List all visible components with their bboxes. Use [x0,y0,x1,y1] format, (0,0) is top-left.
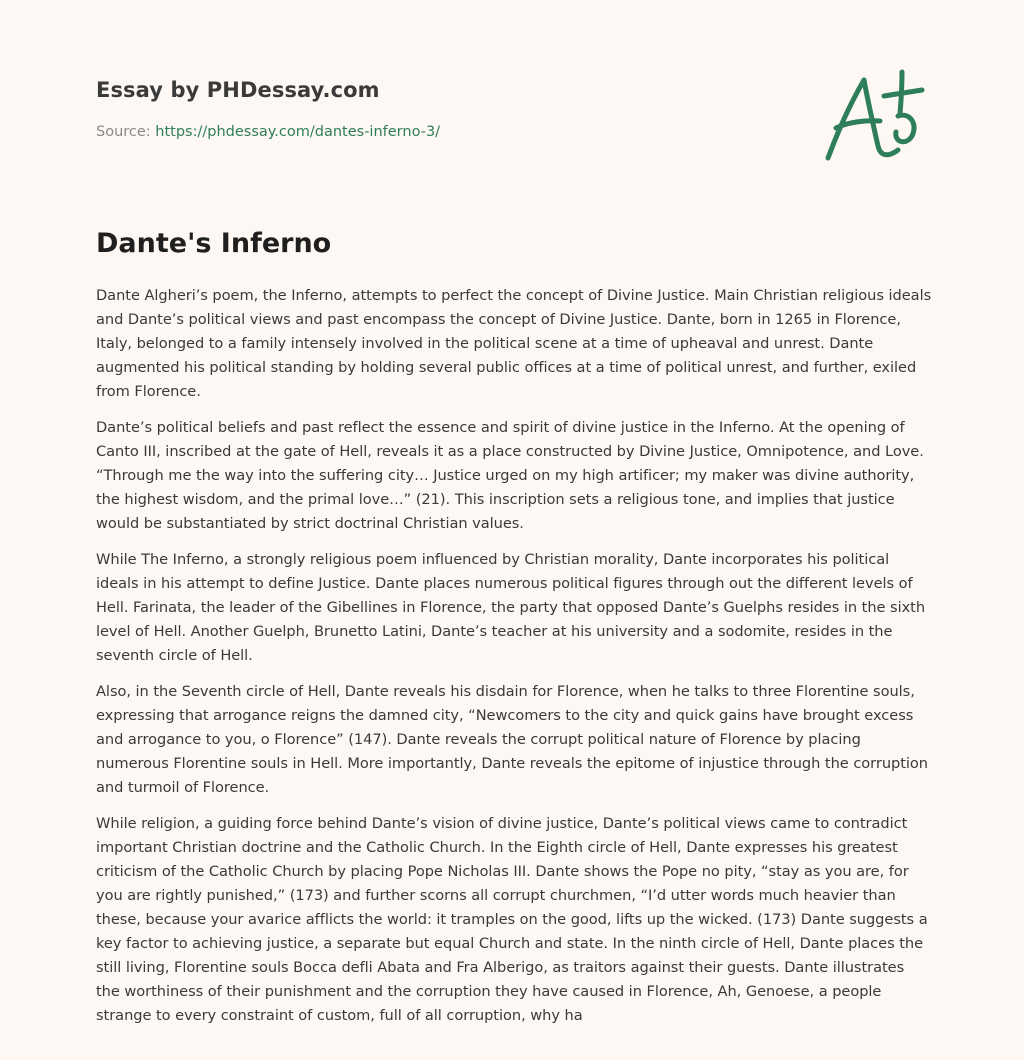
paragraph: While The Inferno, a strongly religious poem influenced by Christian morality, Dante incorporates his political ideals in his attempt to define Justice. Dante places numerous political figures through out the different levels of Hell. Farinata, the leader of the Gibellines in Florence, the party that opposed Dante’s Guelphs resides in the sixth level of Hell. Another Guelph, Brunetto Latini, Dante’s teacher at his university and a sodomite, resides in the seventh circle of Hell. [96,551,926,664]
paragraph: Dante’s political beliefs and past reflect the essence and spirit of divine justice in the Inferno. At the opening of Canto III, inscribed at the gate of Hell, reveals it as a place constructed by Divine Justice, Omnipotence, and Love. “Through me the way into the suffering city… Justice urged on my high artificer; my maker was divine authority, the highest wisdom, and the primal love…” (21). This inscription sets a religious tone, and implies that justice would be substantiated by strict doctrinal Christian values. [96,419,924,532]
page-header [96,76,796,142]
document-title: Dante's Inferno [96,228,332,259]
source-line [96,122,796,142]
article [96,226,932,1040]
source-label: Source: [96,124,151,140]
site-title: Essay by PHDessay.com [96,78,380,102]
paragraph: Also, in the Seventh circle of Hell, Dante reveals his disdain for Florence, when he talks to three Florentine souls, expressing that arrogance reigns the damned city, “Newcomers to the city and quick gains have brought excess and arrogance to you, o Florence” (147). Dante reveals the corrupt political nature of Florence by placing numerous Florentine souls in Hell. More importantly, Dante reveals the epitome of injustice through the corruption and turmoil of Florence. [96,683,928,796]
paragraph: While religion, a guiding force behind Dante’s vision of divine justice, Dante’s political views came to contradict important Christian doctrine and the Catholic Church. In the Eighth circle of Hell, Dante expresses his greatest criticism of the Catholic Church by placing Pope Nicholas III. Dante shows the Pope no pity, “stay as you are, for you are rightly punished,” (173) and further scorns all corrupt churchmen, “I’d utter words much heavier than these, because your avarice afflicts the world: it tramples on the good, lifts up the wicked. (173) Dante suggests a key factor to achieving justice, a separate but equal Church and state. In the ninth circle of Hell, Dante places the still living, Florentine souls Bocca defli Abata and Fra Alberigo, as traitors against their guests. Dante illustrates the worthiness of their punishment and the corruption they have caused in Florence, Ah, Genoese, a people strange to every constraint of custom, full of all corruption, why ha [96,815,928,1024]
a-plus-grade-icon [818,66,928,166]
paragraph: Dante Algheri’s poem, the Inferno, attempts to perfect the concept of Divine Justice. Main Christian religious ideals and Dante’s political views and past encompass the concept of Divine Justice. Dante, born in 1265 in Florence, Italy, belonged to a family intensely involved in the political scene at a time of upheaval and unrest. Dante augmented his political standing by holding several public offices at a time of political unrest, and further, exiled from Florence. [96,287,932,400]
source-link[interactable]: https://phdessay.com/dantes-inferno-3/ [155,124,441,140]
